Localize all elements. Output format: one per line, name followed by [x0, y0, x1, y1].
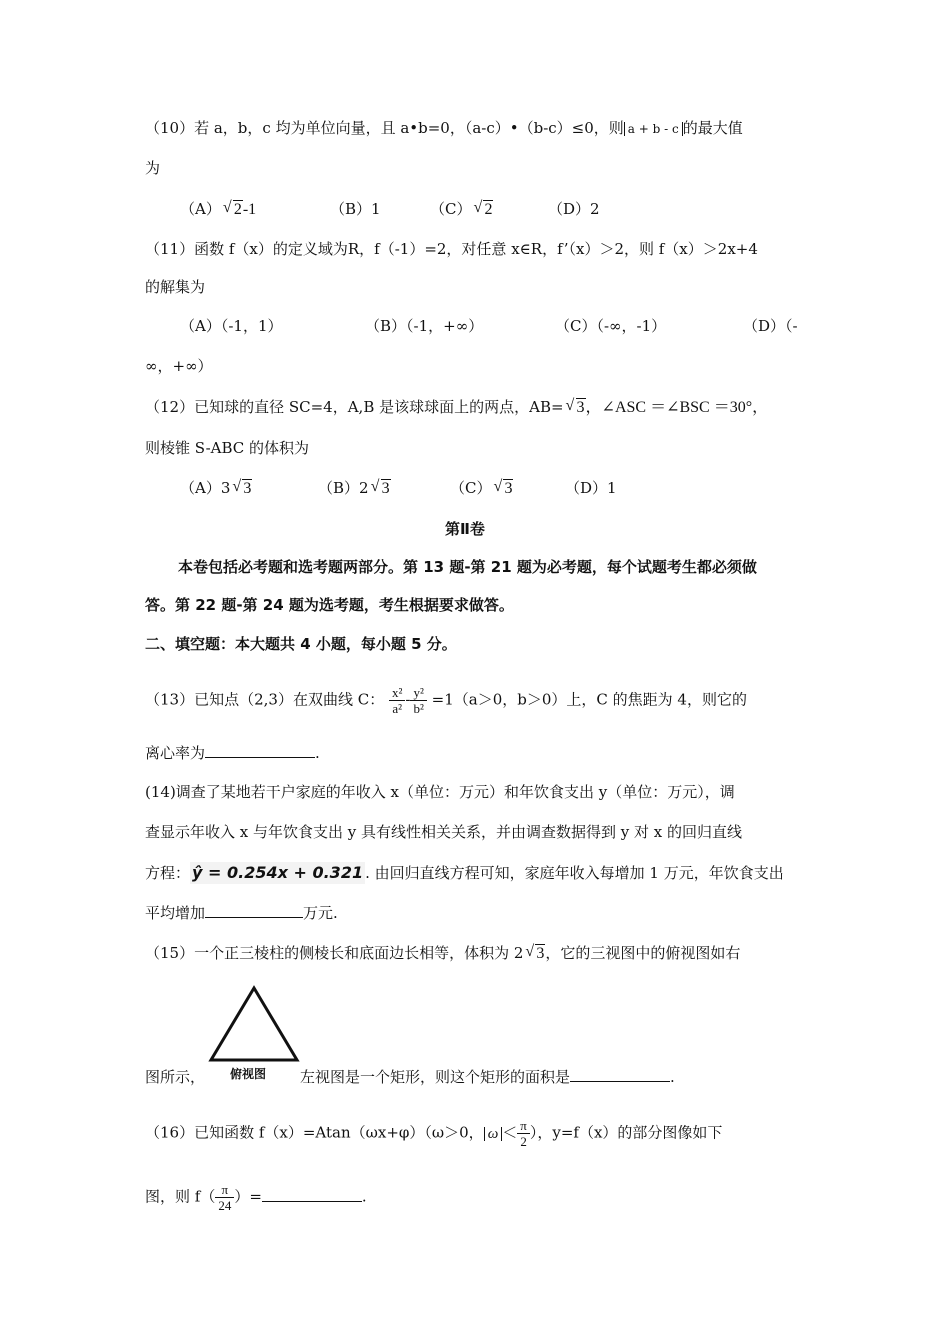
- q14-line2: 查显示年收入 x 与年饮食支出 y 具有线性相关关系，并由调查数据得到 y 对 x 的回归直线: [145, 823, 743, 841]
- q13-frac-y: [410, 685, 426, 716]
- q13-frac2-bot: b²: [413, 701, 424, 716]
- q11-option-d-cont: ∞，+∞）: [145, 357, 213, 375]
- q10-opt-c-label: （C）: [430, 200, 472, 218]
- q10-line2: 为: [145, 159, 161, 177]
- top-view-label: 俯视图: [230, 1067, 267, 1081]
- q13-line1: [145, 685, 747, 716]
- q16-frac-top: π: [517, 1118, 530, 1134]
- q15-line2-b: [300, 1066, 675, 1088]
- q13-frac1-top: x²: [389, 685, 405, 701]
- q10-text-b: 的最大值: [682, 119, 743, 137]
- q12-opt-c-label: （C）: [450, 479, 492, 497]
- q12-option-d: （D）1: [565, 479, 617, 497]
- q13-text-b: =1（a＞0，b＞0）上，C 的焦距为 4，则它的: [431, 690, 747, 709]
- q11-option-c: （C）（-∞，-1）: [555, 317, 667, 335]
- q13-frac1-bot: a²: [392, 701, 403, 716]
- q12-ab-rad: 3: [576, 399, 585, 416]
- q10-text-a: （10）若 a，b，c 均为单位向量，且 a•b=0，（a-c）•（b-c）≤0，则: [145, 119, 624, 137]
- q15-line1: [145, 942, 740, 965]
- q10-opt-c-rad: 2: [484, 201, 493, 218]
- q16-text-d: ）=: [234, 1187, 262, 1206]
- q12-line2: 则棱锥 S-ABC 的体积为: [145, 439, 310, 457]
- sqrt-symbol: √ 2: [222, 199, 242, 218]
- q16-line1: [145, 1118, 722, 1149]
- q12-text-b: ，∠ASC ＝∠BSC ＝30°，: [585, 399, 769, 416]
- q11-option-a: （A）（-1，1）: [180, 317, 283, 335]
- q11-line2: 的解集为: [145, 278, 206, 296]
- sqrt-symbol: √ 3: [370, 478, 390, 497]
- q15-text-c: 图所示，: [145, 1068, 206, 1086]
- q16-frac2-bot: 24: [218, 1198, 232, 1213]
- q15-answer-blank[interactable]: [570, 1067, 670, 1082]
- q16-text-a: （16）已知函数 f（x）=Atan（ωx+φ）（ω＞0，: [145, 1123, 484, 1142]
- q11-option-d: （D）（-: [743, 317, 798, 335]
- q11-line1: （11）函数 f（x）的定义域为R，f（-1）=2，对任意 x∈R，f’（x）＞2，则 f（x）＞2x+4: [145, 240, 758, 258]
- q16-lt: ＜: [502, 1123, 518, 1142]
- q10-option-b: （B）1: [330, 200, 381, 218]
- q16-line2: [145, 1182, 367, 1213]
- q14-text-c: 平均增加: [145, 904, 206, 922]
- q13-minus: -: [405, 690, 411, 709]
- q16-frac-pi-2: [517, 1118, 530, 1149]
- q16-text-c: 图，则 f（: [145, 1187, 216, 1206]
- q14-line3: [145, 862, 784, 884]
- q12-opt-b-label: （B）2: [318, 479, 369, 497]
- top-view-figure: [208, 985, 300, 1085]
- part2-intro-line1: 本卷包括必考题和选考题两部分。第 13 题-第 21 题为必考题，每个试题考生都必须做: [178, 558, 757, 576]
- q13-answer-blank[interactable]: [205, 743, 315, 758]
- q10-abs-expr: a + b - c: [624, 122, 683, 136]
- q13-text-c: 离心率为: [145, 744, 206, 762]
- q14-line4: [145, 902, 338, 924]
- sqrt-symbol: √ 2: [473, 199, 493, 218]
- q15-text-d: 左视图是一个矩形，则这个矩形的面积是: [300, 1068, 571, 1086]
- q14-text-b: . 由回归直线方程可知，家庭年收入每增加 1 万元，年饮食支出: [365, 864, 784, 882]
- q10-option-a: [180, 198, 256, 221]
- q16-text-end: .: [361, 1187, 367, 1206]
- q14-text-d: 万元.: [303, 904, 338, 922]
- q13-frac-x: [389, 685, 405, 716]
- q16-text-b: ），y=f（x）的部分图像如下: [529, 1123, 723, 1142]
- triangle-icon: [208, 985, 300, 1065]
- q16-frac2-top: π: [215, 1182, 234, 1198]
- q10-option-c: [430, 198, 493, 221]
- q12-opt-c-rad: 3: [504, 480, 513, 497]
- q13-text-end: .: [315, 744, 320, 762]
- q13-line2: [145, 742, 320, 764]
- q12-option-b: [318, 477, 391, 500]
- part2-title: 第Ⅱ卷: [445, 520, 485, 538]
- q16-answer-blank[interactable]: [262, 1187, 362, 1202]
- q16-frac-pi-24: [215, 1182, 234, 1213]
- q15-line2: [145, 1066, 205, 1088]
- sqrt-symbol: √ 3: [232, 478, 252, 497]
- q16-frac-bot: 2: [520, 1134, 527, 1149]
- q15-text-a: （15）一个正三棱柱的侧棱长和底面边长相等，体积为 2: [145, 944, 524, 962]
- q14-text-a: 方程：: [145, 864, 191, 882]
- sqrt-symbol: √ 3: [525, 943, 545, 962]
- q10-opt-a-label: （A）: [180, 200, 221, 218]
- q10-line1: [145, 117, 743, 139]
- q12-line1: [145, 396, 768, 419]
- q11-option-b: （B）（-1，+∞）: [365, 317, 484, 335]
- q13-frac2-top: y²: [410, 685, 426, 701]
- q15-text-b: ，它的三视图中的俯视图如右: [545, 944, 741, 962]
- q10-opt-a-tail: -1: [242, 201, 257, 218]
- sqrt-symbol: √ 3: [493, 478, 513, 497]
- sqrt-symbol: √ 3: [565, 397, 585, 416]
- q10-opt-a-rad: 2: [233, 201, 242, 218]
- q10-option-d: （D）2: [548, 200, 600, 218]
- q12-opt-b-rad: 3: [381, 480, 390, 497]
- q12-option-c: [450, 477, 513, 500]
- q15-vol-rad: 3: [536, 945, 545, 962]
- q16-abs-omega: ω: [484, 1127, 503, 1141]
- part2-intro-line2: 答。第 22 题-第 24 题为选考题，考生根据要求做答。: [145, 596, 514, 614]
- q12-opt-a-label: （A）3: [180, 479, 231, 497]
- q14-line1: (14)调查了某地若干户家庭的年收入 x（单位：万元）和年饮食支出 y（单位：万元），调: [145, 783, 735, 801]
- q14-answer-blank[interactable]: [205, 903, 303, 918]
- regression-equation: ŷ = 0.254x + 0.321: [192, 863, 364, 882]
- q12-text-a: （12）已知球的直径 SC=4，A,B 是该球球面上的两点，AB=: [145, 398, 564, 416]
- q13-text-a: （13）已知点（2,3）在双曲线 C：: [145, 690, 385, 709]
- q12-option-a: [180, 477, 252, 500]
- section-heading: 二、填空题：本大题共 4 小题，每小题 5 分。: [145, 635, 457, 653]
- q15-text-end: .: [670, 1068, 675, 1086]
- q12-opt-a-rad: 3: [243, 480, 252, 497]
